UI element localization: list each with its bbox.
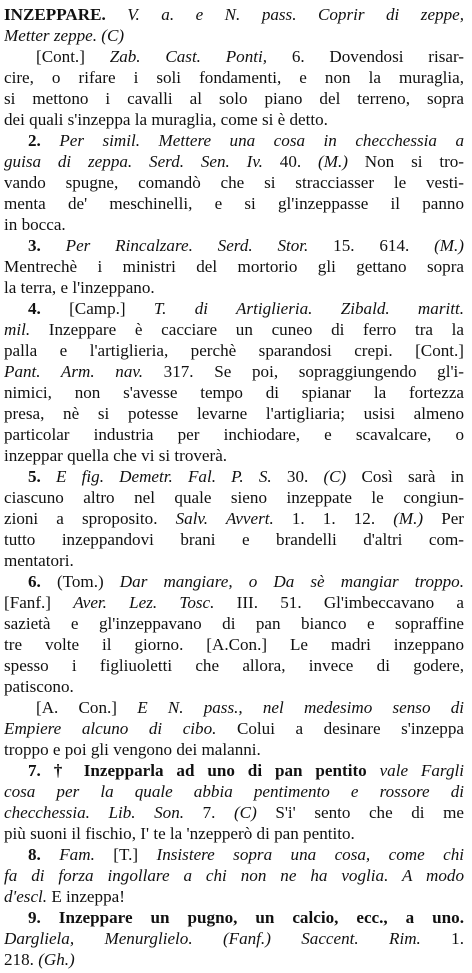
entry-text: 7. [184,803,234,822]
entry-line [4,319,464,340]
entry-text: troppo e poi gli vengono dei malanni. [4,740,261,759]
entry-line [4,613,464,634]
entry-line [4,25,464,46]
entry-bold-text: 9. Inzeppare un pugno, un calcio, ecc., a uno. [28,908,464,927]
entry-text: inzeppar quella che vi si troverà. [4,446,228,465]
entry-italic-text: V. a. e N. pass. Coprir di zeppe, [105,5,464,24]
entry-line [4,109,464,130]
entry-line [4,193,464,214]
entry-line [4,781,464,802]
entry-line [4,214,464,235]
entry-italic-text: Metter zeppe. (C) [4,26,125,45]
entry-line [4,277,464,298]
entry-line [4,361,464,382]
entry-line [4,340,464,361]
entry-text: sazietà e gl'inzeppavano di pan bianco e sopraffine [4,614,464,633]
entry-italic-text: Dargliela, Menurglielo. (Fanf.) Saccent. Rim. [4,929,421,948]
entry-italic-text: guisa di zeppa. Serd. Sen. Iv. [4,152,263,171]
entry-line [4,424,464,445]
entry-italic-text: (C) [323,467,347,486]
entry-line [4,823,464,844]
entry-line [4,466,464,487]
entry-line [4,844,464,865]
entry-line [4,550,464,571]
entry-bold-text: 7. † Inzepparla ad uno di pan pentito [28,761,367,780]
entry-italic-text: Pant. Arm. nav. [4,362,143,381]
entry-text: [Fanf.] [4,593,74,612]
entry-italic-text: (M.) [393,509,424,528]
entry-text: Così sarà in [346,467,464,486]
entry-text: menta de' meschinelli, e si gl'inzeppasse il panno [4,194,464,213]
entry-bold-text: 2. [28,131,41,150]
entry-line [4,445,464,466]
entry-italic-text: Per Rincalzare. Serd. Stor. [40,236,309,255]
entry-text: dei quali s'inzeppa la muraglia, come si è detto. [4,110,328,129]
entry-bold-text: 3. [28,236,41,255]
entry-line [4,592,464,613]
entry-text: particolar industria per inchiodare, e scavalcare, o [4,425,464,444]
entry-bold-text: 4. [28,299,41,318]
entry-line [4,151,464,172]
entry-text: Inzeppare è cacciare un cuneo di ferro tra la [30,320,464,339]
entry-italic-text: T. di Artiglieria. Zibald. maritt. [153,299,464,318]
entry-text: spesso i figliuoletti che allora, invece di godere, [4,656,464,675]
entry-italic-text: vale Fargli [366,761,464,780]
entry-italic-text: Empiere alcuno di cibo. [4,719,217,738]
entry-line [4,403,464,424]
entry-italic-text: Salv. Avvert. [175,509,274,528]
entry-line [4,655,464,676]
entry-text: Non si tro- [347,152,464,171]
entry-text: 6. Dovendosi risar- [267,47,464,66]
entry-line [4,907,464,928]
entry-text: S'i' sento che di me [256,803,464,822]
entry-line [4,235,464,256]
entry-bold-text: 5. [28,467,41,486]
entry-text: Mentrechè i ministri del mortorio gli gettano sopra [4,257,464,276]
entry-text: zioni a sproposito. [4,509,176,528]
entry-line [4,739,464,760]
entry-italic-text: Per simil. Mettere una cosa in checchessia a [40,131,464,150]
entry-line [4,46,464,67]
entry-italic-text: (Gh.) [38,950,75,969]
entry-text: in bocca. [4,215,66,234]
entry-text: si mettono i cavalli al solo piano del terreno, sopra [4,89,464,108]
entry-text: 218. [4,950,39,969]
entry-text: presa, nè si potesse levarne l'artigliaria; usisi almeno [4,404,464,423]
entry-line [4,571,464,592]
entry-text: 1. 1. 12. [273,509,394,528]
entry-text: [Camp.] [40,299,154,318]
entry-text: la terra, e l'inzeppano. [4,278,155,297]
entry-line [4,928,464,949]
entry-italic-text: Aver. Lez. Tosc. [73,593,215,612]
entry-text: vando spugne, comandò che si stracciasser le vesti- [4,173,464,192]
entry-bold-text: 8. [28,845,41,864]
entry-italic-text: d'escl. [4,887,48,906]
entry-text: nimici, non s'avesse tempo di spianar la fortezza [4,383,464,402]
entry-line [4,949,464,970]
entry-text: mentatori. [4,551,74,570]
entry-line [4,508,464,529]
entry-line [4,4,464,25]
entry-line [4,298,464,319]
entry-text: cire, o rifare i soli fondamenti, e non la muraglia, [4,68,464,87]
entry-line [4,487,464,508]
entry-text: patiscono. [4,677,74,696]
entry-italic-text: E N. pass., nel medesimo senso di [137,698,464,717]
dictionary-entry-inzeppare [4,4,464,970]
entry-text: [A. Con.] [36,698,138,717]
entry-italic-text: mil. [4,320,31,339]
entry-line [4,760,464,781]
entry-text: palla e l'artiglieria, perchè sparandosi crepi. [Cont.] [4,341,464,360]
entry-text: ciascuno altro nel quale sieno inzeppate le congiun- [4,488,464,507]
entry-line [4,382,464,403]
entry-bold-text: 6. [28,572,41,591]
entry-line [4,676,464,697]
entry-line [4,529,464,550]
entry-italic-text: (M.) [434,236,464,255]
entry-italic-text: Dar mangiare, o Da sè mangiar troppo. [119,572,464,591]
entry-text: [T.] [94,845,157,864]
entry-line [4,865,464,886]
entry-italic-text: Insistere sopra una cosa, come chi [156,845,464,864]
entry-bold-text: INZEPPARE. [4,5,106,24]
entry-text: Colui a desinare s'inzeppa [216,719,464,738]
entry-text: 317. Se poi, sopraggiungendo gl'i- [142,362,464,381]
entry-text: 30. [271,467,324,486]
entry-line [4,697,464,718]
entry-text: 1. [420,929,464,948]
entry-text: tre volte il giorno. [A.Con.] Le madri inzeppano [4,635,464,654]
entry-text: più suoni il fischio, I' te la 'nzepperò di pan pentito. [4,824,355,843]
entry-text: 40. [262,152,319,171]
entry-text: 15. 614. [308,236,435,255]
entry-line [4,256,464,277]
entry-italic-text: cosa per la quale abbia pentimento e rossore di [4,782,464,801]
entry-text: Per [423,509,464,528]
entry-text: tutto inzeppandovi brani e brandelli d'altri com- [4,530,464,549]
entry-line [4,172,464,193]
entry-italic-text: E fig. Demetr. Fal. P. S. [40,467,272,486]
entry-line [4,130,464,151]
entry-italic-text: checchessia. Lib. Son. [4,803,185,822]
entry-text: (Tom.) [40,572,120,591]
entry-text: E inzeppa! [47,887,125,906]
entry-line [4,634,464,655]
entry-line [4,88,464,109]
entry-text: III. 51. Gl'imbeccavano a [214,593,464,612]
entry-line [4,67,464,88]
entry-italic-text: Fam. [40,845,95,864]
entry-italic-text: (C) [233,803,257,822]
entry-line [4,886,464,907]
entry-line [4,718,464,739]
entry-italic-text: (M.) [318,152,348,171]
entry-italic-text: Zab. Cast. Ponti, [109,47,268,66]
entry-italic-text: fa di forza ingollare a chi non ne ha voglia. A modo [4,866,464,885]
entry-text: [Cont.] [36,47,110,66]
entry-line [4,802,464,823]
